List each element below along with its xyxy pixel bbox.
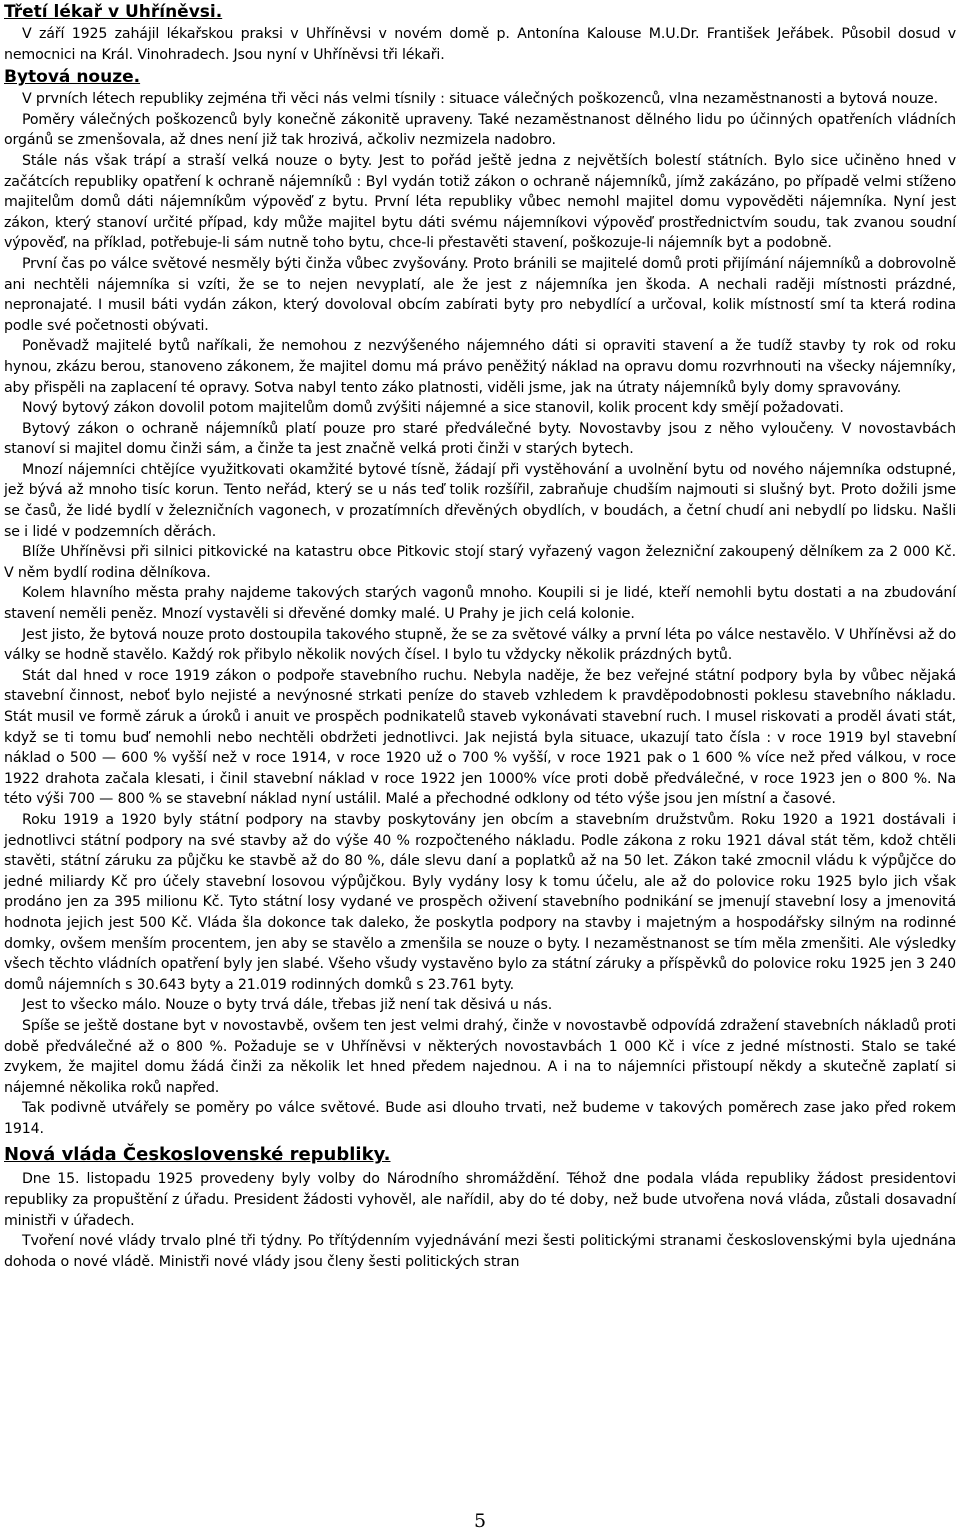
paragraph: Mnozí nájemníci chtějíce využitkovati okamžité bytové tísně, žádají při vystěhování a uvolnění bytu od nového nájemníka odstupné, jež bývá až mnoho tisíc korun. Tento neřád, který se u nás teď tolik rozšířil, zabraňuje chudším najmouti si slušný byt. Proto dožili jsme se časů, že lidé bydlí v železničních vagonech, v prozatímních dřevěných obydlích, v boudách, a četní chudí ani nebydlí po lidsku. Našli se i lidé v podzemních děrách. [4, 461, 956, 540]
paragraph: V prvních létech republiky zejména tři věci nás velmi tísnily : situace válečných poškozenců, vlna nezaměstnanosti a bytová nouze. [22, 91, 938, 108]
paragraph: Blíže Uhříněvsi při silnici pitkovické na katastru obce Pitkovic stojí starý vyřazený vagon železniční zakoupený dělníkem za 2 000 Kč. V něm bydlí rodina dělníkova. [4, 544, 956, 581]
paragraph: Spíše se ještě dostane byt v novostavbě, ovšem ten jest velmi drahý, činže v novostavbě odpovídá zdražení stavebních nákladů proti době předválečné až o 800 %. Požaduje se v Uhříněvsi v některých novostavbách 1 000 Kč i více z jedné místnosti. Stalo se také zvykem, že majitel domu žádá činži za několik let hned předem najednou. A i na to nájemníci přistoupí někdy a skutečně zaplatí si nájemné několika roků napřed. [4, 1017, 956, 1096]
paragraph: Bytový zákon o ochraně nájemníků platí pouze pro staré předválečné byty. Novostavby jsou z něho vyloučeny. V novostavbách stanoví si majitel domu činži sám, a činže ta jest značně velká proti činži v starých bytech. [4, 420, 956, 458]
paragraph: Stát dal hned v roce 1919 zákon o podpoře stavebního ruchu. Nebyla naděje, že bez veřejné státní podpory byla by vůbec nějaká stavební činnost, neboť bylo nejisté a nevýnosné strkati peníze do staveb vzhledem k pravděpodobnosti poklesu stavebního nákladu. Stát musil ve formě záruk a úroků i anuit ve prospěch podnikatelů staveb vykonávati stavební ruch. I musel riskovati a proděl ávati stát, když se ti tomu buď nemohli nebo nechtěli obdržeti jednotlivci. Jak nejistá byla situace, ukazují tato čísla : v roce 1919 byl stavební náklad o 500 — 600 % vyšší než v roce 1914, v roce 1920 už o 700 % vyšší, v roce 1921 pak o 1 600 % více než před válkou, v roce 1922 drahota začala klesati, i činil stavební náklad v roce 1922 jen 1000% více proti době předválečné, v roce 1923 jen o 800 %. Na této výši 700 — 800 % se stavební náklad nyní ustálil. Malé a přechodné odklony od této výše jsou jen místní a časové. [4, 667, 956, 808]
paragraph: Poněvadž majitelé bytů naříkali, že nemohou z nezvýšeného nájemného dáti si opraviti stavení a že tudíž stavby ty rok od roku hynou, zkázu berou, stanoveno zákonem, že majitel domu má právo peněžitý náklad na opravu domu rozvrhnouti na všecky nájemníky, aby přispěli na zaplacení té opravy. Sotva nabyl tento záko platnosti, viděli jsme, jak na útraty nájemníků byly domy spravovány. [4, 338, 956, 396]
paragraph: Kolem hlavního města prahy najdeme takových starých vagonů mnoho. Koupili si je lidé, kteří nemohli bytu dostati a na zbudování stavení neměli peněz. Mnozí vystavěli si dřevěné domky malé. U Prahy je jich celá kolonie. [4, 585, 956, 623]
paragraph: Nový bytový zákon dovolil potom majitelům domů zvýšiti nájemné a sice stanovil, kolik procent kdy smějí požadovati. [22, 400, 844, 417]
paragraph: Stále nás však trápí a straší velká nouze o byty. Jest to pořád ještě jedna z největších bolestí státních. Bylo sice učiněno hned v začátcích republiky opatření k ochraně nájemníků : Byl vydán totiž zákon o ochraně nájemníků, jímž zakázáno, po případě velmi stíženo majitelům domů dáti nájemníkům výpověď z bytu. První léta republiky vůbec nemohl majitel domu vypověděti nájemníka. Nyní jest zákon, který stanoví určité případ, kdy může majitel bytu dáti svému nájemníkovi výpověď prostřednictvím soudu, tak zvanou soudní výpověď, na příklad, potřebuje-li sám nutně toho bytu, chce-li přestavěti stavení, poškozuje-li nájemník byt a podobně. [4, 152, 956, 252]
paragraph: Tvoření nové vlády trvalo plné tři týdny. Po třítýdenním vyjednávání mezi šesti politickými stranami československými byla ujednána dohoda o nové vládě. Ministři nové vlády jsou členy šesti politických stran [4, 1233, 956, 1270]
paragraph: Dne 15. listopadu 1925 provedeny byly volby do Národního shromáždění. Téhož dne podala vláda republiky žádost presidentovi republiky za propuštění z úřadu. President žádosti vyhověl, ale nařídil, aby do té doby, než bude utvořena nová vláda, zůstali dosavadní ministři v úřadech. [4, 1171, 956, 1229]
paragraph: Jest to všecko málo. Nouze o byty trvá dále, třebas již není tak děsivá u nás. [22, 997, 553, 1014]
paragraph: Jest jisto, že bytová nouze proto dostoupila takového stupně, že se za světové války a první léta po válce nestavělo. V Uhříněvsi až do války se hodně stavělo. Každý rok přibylo několik nových čísel. I bylo tu vždycky několik prázdných bytů. [4, 626, 956, 664]
heading-housing-shortage: Bytová nouze. [4, 67, 141, 88]
paragraph-doctor: V září 1925 zahájil lékařskou praksi v Uhříněvsi v novém domě p. Antonína Kalouse M.U.Dr. František Jeřábek. Působil dosud v nemocnici na Král. Vinohradech. Jsou nyní v Uhříněvsi tři lékaři. [4, 26, 956, 63]
paragraph: Roku 1919 a 1920 byly státní podpory na stavby poskytovány jen obcím a stavebním družstvům. Roku 1920 a 1921 dostávali i jednotlivci státní podpory na své stavby až do výše 40 % rozpočteného nákladu. Podle zákona z roku 1921 dával stát těm, kdož chtěli stavěti, státní záruku za půjčku ke stavbě až do 80 %, dále slevu daní a poplatků až na 50 let. Zákon také zmocnil vládu k výpůjčce do jedné miliardy Kč pro účely stavební losovou výpůjčkou. Byly vydány losy k tomu účelu, ale až do polovice roku 1925 bylo jich však prodáno jen za 395 milionu Kč. Tyto státní losy vydané ve prospěch oživení stavebního podnikání se jmenují stavební losy a jmenovitá hodnota jejich jest 500 Kč. Vláda šla dokonce tak daleko, že poskytla podpory na stavby i majetným a hospodářsky silným na rodinné domky, ovšem menším procentem, jen aby se stavělo a zmenšila se nouze o byty. I nezaměstnanost se tím měla zmenšiti. Ale výsledky všech těchto vládních opatření byly jen slabé. Všeho všudy vystavěno bylo za státní záruky a příspěvků do polovice roku 1925 jen 3 240 domů nájemních s 30.643 byty a 21.019 rodinných domků s 23.761 byty. [4, 811, 956, 993]
heading-third-doctor: Třetí lékař v Uhříněvsi. [4, 2, 223, 22]
page-number: 5 [473, 1510, 487, 1532]
paragraph: Tak podivně utvářely se poměry po válce světové. Bude asi dlouho trvati, než budeme v takových poměrech zase jako před rokem 1914. [4, 1100, 956, 1137]
paragraph: Poměry válečných poškozenců byly konečně zákonitě upraveny. Také nezaměstnanost dělného lidu po účinných opatřeních vládních orgánů se zmenšovala, až dnes není již tak hrozivá, ačkoliv nezmizela nadobro. [4, 111, 956, 149]
heading-new-government: Nová vláda Československé republiky. [4, 1144, 391, 1166]
paragraph: První čas po válce světové nesměly býti činža vůbec zvyšovány. Proto bránili se majitelé domů proti přijímání nájemníků a dobrovolně ani nechtěli nájemníka si vzíti, že se to nejen nevyplatí, ale že jest z nájemníka jen škoda. A nechali raději místnosti prázdné, nepronajaté. I musil báti vydán zákon, který dovoloval obcím zabírati byty pro nebydlící a určoval, kolik místností smí ta která rodina podle své početnosti obývati. [4, 255, 956, 334]
